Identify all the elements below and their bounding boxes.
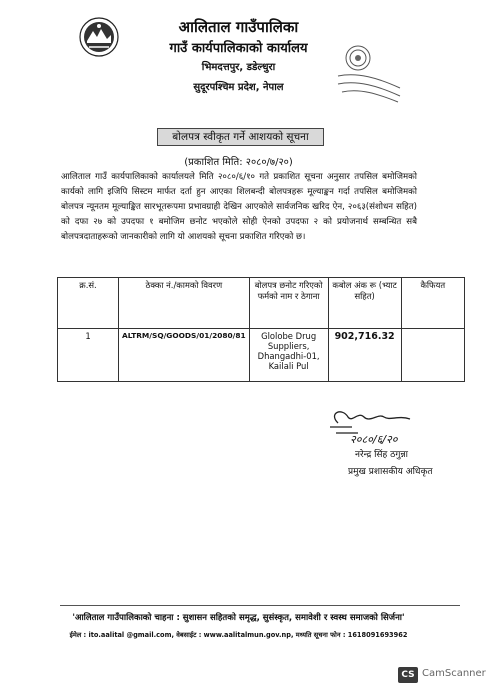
- province-name: सुदूरपश्चिम प्रदेश, नेपाल: [193, 82, 284, 93]
- footer-divider: [60, 605, 460, 606]
- signatory-designation: प्रमुख प्रशासकीय अधिकृत: [348, 467, 433, 477]
- col-firm: बोलपत्र छनोट गरिएको फर्मको नाम र ठेगाना: [249, 278, 328, 329]
- footer-motto: 'आलिताल गाउँपालिकाको चाहना : सुशासन सहितको समृद्ध, सुसंस्कृत, समावेशी र स्वस्थ समाजको सिर्जना': [72, 613, 405, 623]
- table-header-row: [58, 278, 465, 329]
- notice-body: आलिताल गाउँ कार्यपालिकाको कार्यालयले मिति २०८०/६/१० गते प्रकाशित सूचना अनुसार तपसिल बमोजिमको कार्यको लागि इजिपि सिस्टम मार्फत दर्ता हुन आएका शिलबन्दी बोलपत्रहरू मूल्याङ्कन गर्दा तपसिल बमोजिमको बोलपत्र न्यूनतम मूल्याङ्कित सारभूतरूपमा प्रभावग्राही देखिन आएकोले सार्वजनिक खरिद ऐन, २०६३(संशोधन सहित) को दफा २७ को उपदफा १ बमोजिम छनोट भएकोले सोही ऐनको उपदफा २ को प्रयोजनार्थ सम्बन्धित सबै बोलपत्रदाताहरूको जानकारीको लागि यो आशयको सूचना प्रकाशित गरिएको छ।: [61, 172, 417, 242]
- col-sn: क्र.सं.: [58, 278, 119, 329]
- signature-date: २०८०/६/२०: [350, 433, 398, 446]
- row-amount: 902,716.32: [328, 329, 401, 382]
- row-remarks: [401, 329, 464, 382]
- col-remarks: कैफियत: [401, 278, 464, 329]
- signatory-name: नरेन्द्र सिंह ठगुन्ना: [355, 450, 408, 460]
- office-address: भिमदत्तपुर, डडेल्धुरा: [201, 62, 276, 73]
- table-row: [58, 329, 465, 382]
- col-amount: कबोल अंक रू (भ्याट सहित): [328, 278, 401, 329]
- camscanner-text: CamScanner: [422, 668, 486, 679]
- row-sn: 1: [58, 329, 119, 382]
- camscanner-badge: CS: [398, 667, 418, 683]
- row-firm: Glolobe Drug Suppliers, Dhangadhi-01, Kailali Pul: [249, 329, 328, 382]
- row-description: ALTRM/SQ/GOODS/01/2080/81: [119, 329, 250, 382]
- publish-date: (प्रकाशित मिति: २०८०/७/२०): [184, 157, 293, 168]
- office-stamp: [328, 40, 406, 110]
- footer-contact: ईमेल : ito.aalital @gmail.com, वेबसाईट : www.aalitalmun.gov.np, मध्यति सूचना फोन : 1618091693962: [69, 631, 408, 639]
- col-description: ठेक्का नं./कामको विवरण: [119, 278, 250, 329]
- camscanner-watermark: [398, 664, 486, 683]
- office-name: गाउँ कार्यपालिकाको कार्यालय: [169, 41, 308, 56]
- municipality-name: आलिताल गाउँपालिका: [178, 18, 299, 36]
- notice-title: बोलपत्र स्वीकृत गर्ने आशयको सूचना: [157, 128, 324, 146]
- bid-table: [57, 277, 465, 382]
